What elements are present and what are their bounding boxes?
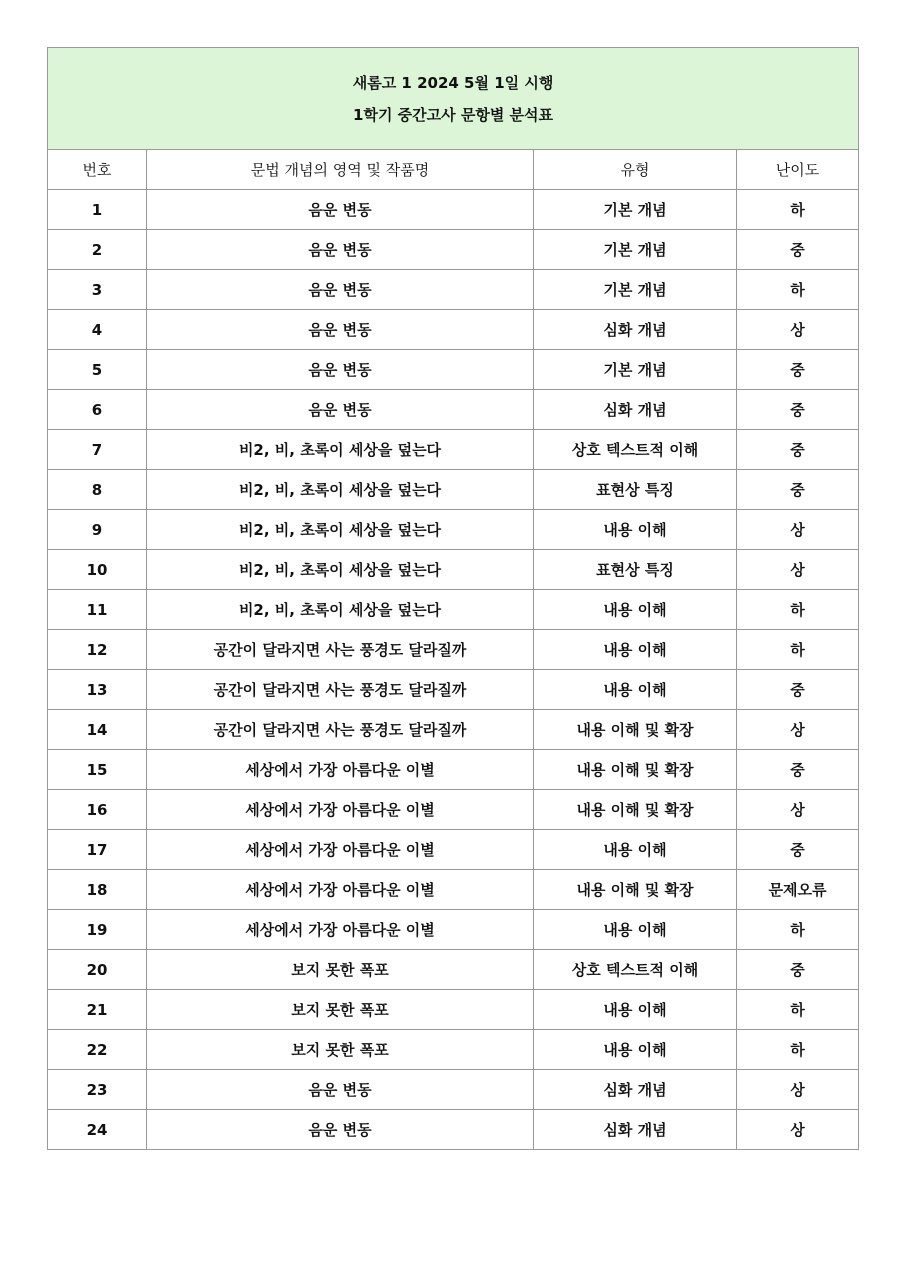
row-type: 내용 이해 — [534, 990, 737, 1030]
table-row — [48, 310, 859, 350]
table-row — [48, 990, 859, 1030]
row-type: 내용 이해 및 확장 — [534, 790, 737, 830]
row-number: 15 — [48, 750, 147, 790]
row-number: 9 — [48, 510, 147, 550]
row-area: 보지 못한 폭포 — [147, 990, 534, 1030]
row-number: 4 — [48, 310, 147, 350]
row-area: 비2, 비, 초록이 세상을 덮는다 — [147, 550, 534, 590]
row-type: 내용 이해 — [534, 1030, 737, 1070]
row-difficulty: 상 — [737, 710, 859, 750]
row-difficulty: 하 — [737, 270, 859, 310]
row-area: 공간이 달라지면 사는 풍경도 달라질까 — [147, 670, 534, 710]
row-difficulty: 하 — [737, 590, 859, 630]
header-type: 유형 — [534, 150, 737, 190]
row-difficulty: 중 — [737, 470, 859, 510]
row-area: 비2, 비, 초록이 세상을 덮는다 — [147, 430, 534, 470]
table-row — [48, 950, 859, 990]
table-row — [48, 270, 859, 310]
row-type: 심화 개념 — [534, 310, 737, 350]
table-row — [48, 710, 859, 750]
row-area: 음운 변동 — [147, 270, 534, 310]
table-row — [48, 630, 859, 670]
row-type: 내용 이해 및 확장 — [534, 750, 737, 790]
row-difficulty: 하 — [737, 630, 859, 670]
row-number: 5 — [48, 350, 147, 390]
table-body — [48, 190, 859, 1150]
row-number: 23 — [48, 1070, 147, 1110]
table-row — [48, 390, 859, 430]
table-row — [48, 670, 859, 710]
table-row — [48, 470, 859, 510]
title-line-1: 새롬고 1 2024 5월 1일 시행 — [352, 73, 554, 92]
table-row — [48, 350, 859, 390]
table-row — [48, 550, 859, 590]
title-row — [48, 48, 859, 150]
row-area: 음운 변동 — [147, 310, 534, 350]
row-type: 내용 이해 — [534, 910, 737, 950]
row-area: 음운 변동 — [147, 1110, 534, 1150]
row-number: 14 — [48, 710, 147, 750]
row-number: 22 — [48, 1030, 147, 1070]
row-difficulty: 하 — [737, 990, 859, 1030]
row-type: 내용 이해 — [534, 670, 737, 710]
row-type: 내용 이해 — [534, 590, 737, 630]
row-difficulty: 중 — [737, 670, 859, 710]
table-title — [48, 48, 859, 150]
row-number: 17 — [48, 830, 147, 870]
row-area: 음운 변동 — [147, 1070, 534, 1110]
row-type: 내용 이해 — [534, 630, 737, 670]
row-difficulty: 상 — [737, 1070, 859, 1110]
table-row — [48, 910, 859, 950]
row-difficulty: 상 — [737, 510, 859, 550]
table-row — [48, 590, 859, 630]
row-number: 20 — [48, 950, 147, 990]
row-type: 심화 개념 — [534, 390, 737, 430]
table-row — [48, 1030, 859, 1070]
row-difficulty: 하 — [737, 910, 859, 950]
row-number: 16 — [48, 790, 147, 830]
row-number: 10 — [48, 550, 147, 590]
row-difficulty: 하 — [737, 190, 859, 230]
row-difficulty: 중 — [737, 350, 859, 390]
row-area: 음운 변동 — [147, 390, 534, 430]
row-difficulty: 문제오류 — [737, 870, 859, 910]
row-type: 내용 이해 — [534, 510, 737, 550]
row-area: 공간이 달라지면 사는 풍경도 달라질까 — [147, 630, 534, 670]
row-area: 세상에서 가장 아름다운 이별 — [147, 830, 534, 870]
row-area: 음운 변동 — [147, 350, 534, 390]
analysis-table — [47, 47, 859, 1150]
row-area: 비2, 비, 초록이 세상을 덮는다 — [147, 510, 534, 550]
row-area: 세상에서 가장 아름다운 이별 — [147, 870, 534, 910]
row-number: 3 — [48, 270, 147, 310]
row-number: 18 — [48, 870, 147, 910]
row-difficulty: 상 — [737, 550, 859, 590]
row-type: 기본 개념 — [534, 350, 737, 390]
row-type: 내용 이해 및 확장 — [534, 710, 737, 750]
row-type: 상호 텍스트적 이해 — [534, 430, 737, 470]
table-row — [48, 830, 859, 870]
row-difficulty: 중 — [737, 830, 859, 870]
row-number: 2 — [48, 230, 147, 270]
row-area: 비2, 비, 초록이 세상을 덮는다 — [147, 470, 534, 510]
row-difficulty: 중 — [737, 230, 859, 270]
row-area: 비2, 비, 초록이 세상을 덮는다 — [147, 590, 534, 630]
row-type: 내용 이해 — [534, 830, 737, 870]
row-number: 24 — [48, 1110, 147, 1150]
header-difficulty: 난이도 — [737, 150, 859, 190]
row-area: 음운 변동 — [147, 230, 534, 270]
table-row — [48, 870, 859, 910]
row-type: 기본 개념 — [534, 230, 737, 270]
row-area: 공간이 달라지면 사는 풍경도 달라질까 — [147, 710, 534, 750]
row-difficulty: 중 — [737, 430, 859, 470]
row-type: 기본 개념 — [534, 190, 737, 230]
row-number: 7 — [48, 430, 147, 470]
table-row — [48, 230, 859, 270]
row-number: 8 — [48, 470, 147, 510]
row-difficulty: 중 — [737, 950, 859, 990]
row-area: 음운 변동 — [147, 190, 534, 230]
row-type: 기본 개념 — [534, 270, 737, 310]
table-row — [48, 510, 859, 550]
row-type: 상호 텍스트적 이해 — [534, 950, 737, 990]
row-number: 21 — [48, 990, 147, 1030]
row-area: 세상에서 가장 아름다운 이별 — [147, 750, 534, 790]
row-type: 내용 이해 및 확장 — [534, 870, 737, 910]
header-row — [48, 150, 859, 190]
row-difficulty: 상 — [737, 790, 859, 830]
row-number: 13 — [48, 670, 147, 710]
row-type: 표현상 특징 — [534, 550, 737, 590]
row-area: 보지 못한 폭포 — [147, 1030, 534, 1070]
table-row — [48, 1110, 859, 1150]
row-type: 심화 개념 — [534, 1070, 737, 1110]
table-row — [48, 190, 859, 230]
row-difficulty: 상 — [737, 310, 859, 350]
row-number: 19 — [48, 910, 147, 950]
title-line-2: 1학기 중간고사 문항별 분석표 — [353, 105, 554, 124]
row-number: 12 — [48, 630, 147, 670]
header-area: 문법 개념의 영역 및 작품명 — [147, 150, 534, 190]
row-area: 보지 못한 폭포 — [147, 950, 534, 990]
row-area: 세상에서 가장 아름다운 이별 — [147, 790, 534, 830]
row-type: 표현상 특징 — [534, 470, 737, 510]
row-number: 1 — [48, 190, 147, 230]
row-difficulty: 하 — [737, 1030, 859, 1070]
table-row — [48, 430, 859, 470]
header-number: 번호 — [48, 150, 147, 190]
row-area: 세상에서 가장 아름다운 이별 — [147, 910, 534, 950]
row-number: 6 — [48, 390, 147, 430]
row-difficulty: 중 — [737, 390, 859, 430]
table-row — [48, 790, 859, 830]
row-type: 심화 개념 — [534, 1110, 737, 1150]
row-number: 11 — [48, 590, 147, 630]
table-row — [48, 1070, 859, 1110]
row-difficulty: 상 — [737, 1110, 859, 1150]
table-row — [48, 750, 859, 790]
row-difficulty: 중 — [737, 750, 859, 790]
